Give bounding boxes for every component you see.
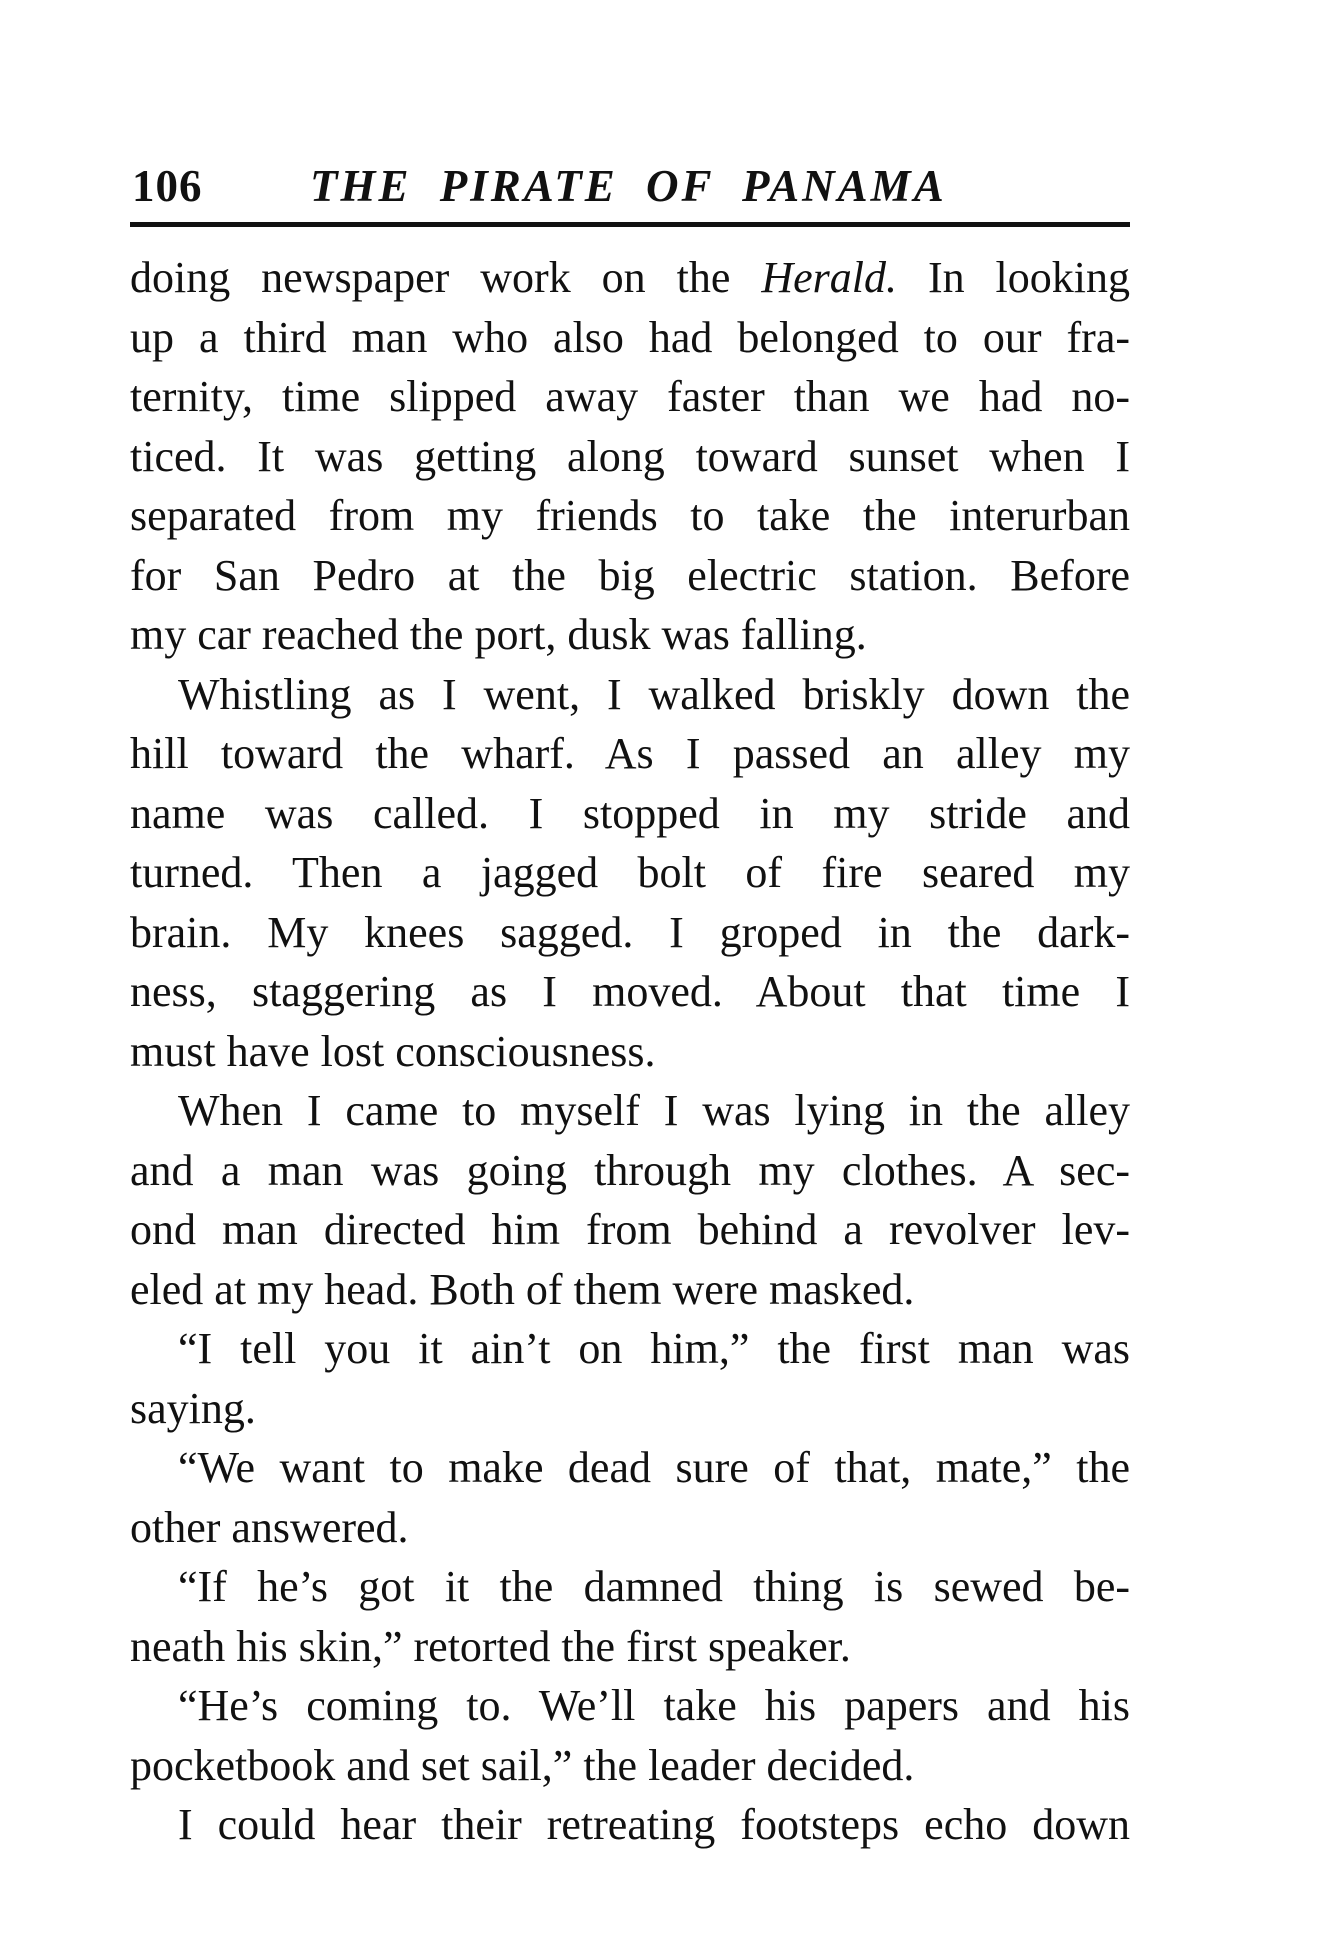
- page-number: 106: [132, 161, 203, 211]
- header-rule: [130, 222, 1130, 227]
- text-line: “We want to make dead sure of that, mate,” the: [178, 1443, 1130, 1492]
- text-line: “He’s coming to. We’ll take his papers and his: [178, 1681, 1130, 1730]
- text-line: saying.: [130, 1383, 256, 1433]
- text-line: ternity, time slipped away faster than we had no-: [130, 372, 1130, 421]
- text-line: eled at my head. Both of them were masked.: [130, 1264, 915, 1314]
- text-line: other answered.: [130, 1502, 409, 1552]
- text-line: ond man directed him from behind a revolver lev-: [130, 1205, 1130, 1254]
- running-header: [130, 158, 1130, 224]
- text-line: up a third man who also had belonged to our fra-: [130, 312, 1130, 362]
- text-line: Whistling as I went, I walked briskly down the: [178, 669, 1130, 719]
- body-text: [130, 248, 1130, 1855]
- text-line: and a man was going through my clothes. A sec-: [130, 1145, 1130, 1195]
- text-line: When I came to myself I was lying in the alley: [178, 1086, 1130, 1135]
- text-line: ness, staggering as I moved. About that time I: [130, 967, 1130, 1016]
- text-line: “If he’s got it the damned thing is sewed be-: [178, 1562, 1130, 1611]
- text-line: hill toward the wharf. As I passed an alley my: [130, 729, 1130, 778]
- text-line: doing newspaper work on the Herald. In looking: [130, 253, 1130, 302]
- text-line: brain. My knees sagged. I groped in the dark-: [130, 907, 1130, 957]
- text-line: neath his skin,” retorted the first speaker.: [130, 1621, 851, 1671]
- text-line: for San Pedro at the big electric station. Before: [130, 550, 1130, 600]
- text-line: “I tell you it ain’t on him,” the first man was: [178, 1324, 1130, 1373]
- text-line: pocketbook and set sail,” the leader decided.: [130, 1740, 915, 1790]
- text-line: ticed. It was getting along toward sunset when I: [130, 431, 1130, 481]
- text-line: separated from my friends to take the interurban: [130, 491, 1130, 540]
- running-title: THE PIRATE OF PANAMA: [310, 161, 947, 211]
- text-line: my car reached the port, dusk was falling.: [130, 610, 867, 659]
- text-line: must have lost consciousness.: [130, 1026, 656, 1076]
- text-line: turned. Then a jagged bolt of fire seared my: [130, 848, 1130, 897]
- newspaper-title: Herald.: [761, 253, 897, 302]
- text-line: name was called. I stopped in my stride and: [130, 788, 1130, 838]
- text-line: I could hear their retreating footsteps echo down: [178, 1800, 1130, 1849]
